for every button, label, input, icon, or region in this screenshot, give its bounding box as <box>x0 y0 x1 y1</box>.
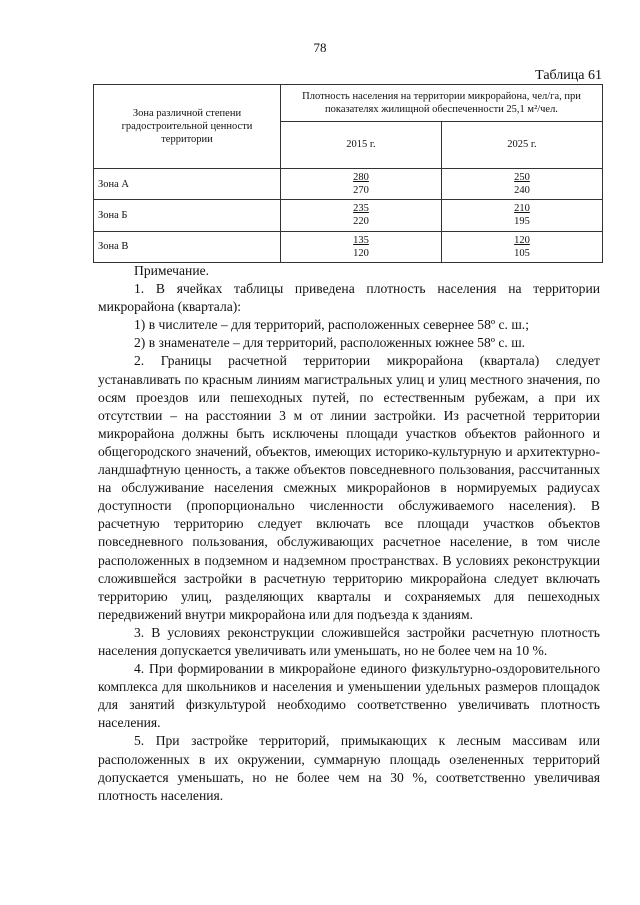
density-table <box>93 84 603 263</box>
value-2025 <box>441 231 602 262</box>
note-section <box>98 262 600 805</box>
zone-column-header: Зона различной степени градостроительной ценности территории <box>94 85 281 169</box>
value-2025 <box>441 169 602 200</box>
table-row <box>94 231 603 262</box>
note-item-numerator: 1) в числителе – для территорий, расположенных севернее 58º с. ш.; <box>134 317 529 333</box>
note-paragraph-3: 3. В условиях реконструкции сложившейся застройки расчетную плотность населения допускается увеличивать или уменьшать, но не более чем на 10 %. <box>98 624 600 658</box>
note-item-denominator: 2) в знаменателе – для территорий, расположенных южнее 58º с. ш. <box>134 335 526 351</box>
value-2015 <box>281 231 442 262</box>
note-paragraph-4: 4. При формировании в микрорайоне единого физкультурно-оздоровительного комплекса для школьников и населения и уменьшении удельных размеров площадок для занятий физкультурой необходимо соответственно увеличивать плотность населения. <box>98 661 600 731</box>
density-column-header: Плотность населения на территории микрорайона, чел/га, при показателях жилищной обеспеченности 25,1 м²/чел. <box>281 85 603 122</box>
denominator: 270 <box>353 185 369 197</box>
denominator: 195 <box>514 216 530 228</box>
year-2015-header: 2015 г. <box>281 122 442 169</box>
note-paragraph-1: 1. В ячейках таблицы приведена плотность населения на территории микрорайона (квартала): <box>98 281 600 315</box>
table-row <box>94 200 603 231</box>
numerator: 280 <box>353 172 369 183</box>
numerator: 135 <box>353 234 369 246</box>
numerator: 250 <box>514 172 530 183</box>
zone-name: Зона Б <box>94 200 281 231</box>
table-row <box>94 169 603 200</box>
numerator: 235 <box>353 203 369 215</box>
value-2015 <box>281 200 442 231</box>
year-2025-header: 2025 г. <box>441 122 602 169</box>
value-2025 <box>441 200 602 231</box>
denominator: 220 <box>353 216 369 228</box>
value-2015 <box>281 169 442 200</box>
note-paragraph-5: 5. При застройке территорий, примыкающих к лесным массивам или расположенных в их окружении, суммарную площадь озелененных территорий допускается уменьшать, но не более чем на 30 %, соответственно увеличивая плотность населения. <box>98 733 600 803</box>
numerator: 120 <box>514 234 530 246</box>
table-label: Таблица 61 <box>535 68 602 83</box>
note-title: Примечание. <box>134 263 210 278</box>
numerator: 210 <box>514 203 530 215</box>
page-number: 78 <box>313 40 327 55</box>
note-paragraph-2: 2. Границы расчетной территории микрорайона (квартала) следует устанавливать по красным линиям магистральных улиц и улиц местного значения, по осям проездов или пешеходных путей, по естественным рубежам, а при их отсутствии – на расстоянии 3 м от линии застройки. Из расчетной территории микрорайона должны быть исключены площади участков объектов районного и общегородского значений, объектов, имеющих историко-культурную и архитектурно-ландшафтную ценность, а также объектов повседневного пользования, рассчитанных на обслуживание населения смежных микрорайонов в нормируемых радиусах доступности (пропорционально численности обслуживаемого населения). В расчетную территорию следует включать все площади участков объектов повседневного пользования, обслуживающих расчетное население, в том числе расположенных в подземном и надземном пространствах. В условиях реконструкции сложившейся застройки в расчетную территорию микрорайона следует включать территорию улиц, разделяющих кварталы и сохраняемых для пешеходных передвижений внутри микрорайона или для подъезда к зданиям. <box>98 353 600 622</box>
zone-name: Зона А <box>94 169 281 200</box>
denominator: 105 <box>514 247 530 259</box>
denominator: 240 <box>514 185 530 197</box>
denominator: 120 <box>353 247 369 259</box>
zone-name: Зона В <box>94 231 281 262</box>
